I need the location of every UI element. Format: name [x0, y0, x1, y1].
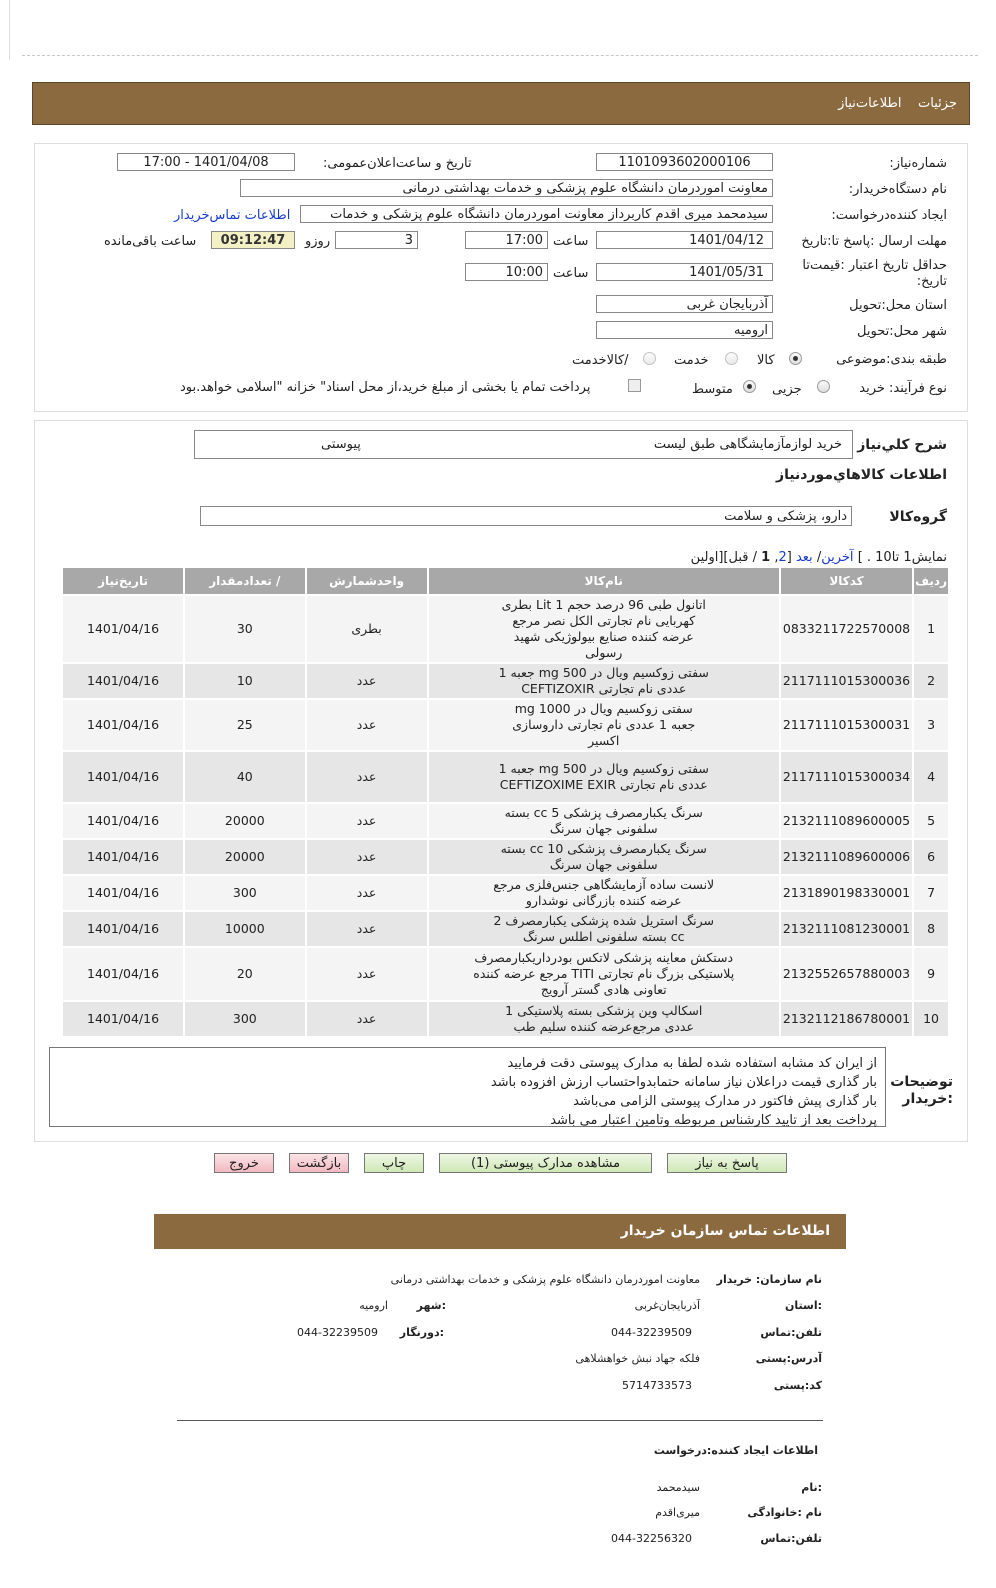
org-phone-value: 044-32239509 — [611, 1326, 692, 1339]
org-name-value: معاونت اموردرمان دانشگاه علوم پزشکی و خدمات بهداشتی درمانی — [390, 1273, 700, 1286]
cell-code: 2132111089600005 — [781, 804, 912, 838]
cell-row: 5 — [914, 804, 948, 838]
cell-name: سفتی زوکسیم ویال در 500 mg جعبه 1 عددی نام تجارتی CEFTIZOXIR — [429, 664, 779, 698]
cell-unit: عدد — [307, 1002, 427, 1036]
pager-page-2[interactable]: 2 — [778, 550, 787, 565]
general-description-text: خرید لوازمآزمایشگاهی طبق لیست — [653, 437, 842, 452]
details-header-bar — [32, 82, 970, 125]
cell-row: 4 — [914, 752, 948, 802]
cell-unit: عدد — [307, 664, 427, 698]
creator-field: سیدمحمد میری اقدم کاربرداز معاونت اموردرمان دانشگاه علوم پزشکی و خدمات — [300, 205, 773, 223]
note-line: پرداخت بعد از تایید کارشناس مربوطه وتامین اعتبار می باشد — [550, 1113, 877, 1128]
cell-qty: 40 — [185, 752, 305, 802]
deadline-date-field: 1401/04/12 — [596, 231, 773, 249]
cell-code: 2132552657880003 — [781, 948, 912, 1000]
creator-label: ایجاد کننده‌درخواست: — [831, 208, 947, 223]
process-medium-label: متوسط — [692, 382, 733, 397]
creator-info-title: اطلاعات ایجاد کننده:درخواست — [653, 1444, 818, 1457]
cell-code: 2132111089600006 — [781, 840, 912, 874]
cell-name: دستکش معاینه پزشکی لاتکس بودرداریکبارمصرف پلاستیکی بزرگ نام تجارتی TITI مرجع عرضه کننده تعاونی هادی گستر آرویج — [429, 948, 779, 1000]
creator-first-value: سیدمحمد — [656, 1481, 700, 1494]
org-address-label: آدرس:پستی — [755, 1352, 822, 1365]
category-label: طبقه بندی:موضوعی — [836, 352, 947, 367]
buyer-org-label: نام دستگاه‌خریدار: — [848, 182, 947, 197]
creator-phone-value: 044-32256320 — [611, 1532, 692, 1545]
creator-phone-label: تلفن:تماس — [760, 1532, 822, 1545]
cell-qty: 20 — [185, 948, 305, 1000]
org-postal-label: کد:پستی — [773, 1379, 822, 1392]
category-goods-service-label: /کالاخدمت — [572, 353, 629, 368]
cell-name: سفتی زوکسیم ویال در 500 mg جعبه 1 عددی نام تجارتی CEFTIZOXIME EXIR — [429, 752, 779, 802]
deadline-time-field: 17:00 — [465, 231, 548, 249]
cell-date: 1401/04/16 — [63, 1002, 183, 1036]
validity-label-line2: تاریخ: — [916, 274, 947, 289]
goods-group-label: گروه‌کالا — [889, 509, 947, 525]
goods-group-field: دارو، پزشکی و سلامت — [200, 506, 852, 526]
buyer-notes-box — [49, 1047, 886, 1127]
note-line: از ایران کد مشابه استفاده شده لطفا به مدارک پیوستی دقت فرمایید — [507, 1056, 877, 1071]
goods-info-title: اطلاعات کالاهاي‌موردنیاز — [776, 467, 947, 483]
creator-first-label: :نام — [801, 1481, 822, 1494]
treasury-payment-checkbox[interactable] — [628, 379, 641, 392]
announce-date-field: 1401/04/08 - 17:00 — [117, 153, 295, 171]
cell-qty: 300 — [185, 1002, 305, 1036]
cell-date: 1401/04/16 — [63, 876, 183, 910]
cell-row: 1 — [914, 596, 948, 662]
creator-last-value: میری‌اقدم — [655, 1506, 700, 1519]
cell-name: سرنگ یکبارمصرف پزشکی 5 cc بسته سلفونی جهان سرنگ — [429, 804, 779, 838]
org-contact-title: اطلاعات تماس سازمان‌ خریدار — [620, 1223, 830, 1239]
buyer-org-field: معاونت اموردرمان دانشگاه علوم پزشکی و خدمات بهداشتی درمانی — [240, 179, 773, 197]
cell-code: 2117111015300036 — [781, 664, 912, 698]
cell-date: 1401/04/16 — [63, 912, 183, 946]
cell-name: اسکالپ وین پزشکی بسته پلاستیکی 1 عددی مرجع‌عرضه کننده سلیم طب — [429, 1002, 779, 1036]
goods-table — [61, 566, 950, 1038]
validity-label-line1: حداقل تاریخ اعتبار :قیمت‌تا — [802, 258, 947, 273]
province-label: استان محل:تحویل — [849, 298, 947, 313]
remaining-time-label: ساعت باقی‌مانده — [104, 234, 197, 249]
cell-name: لانست ساده آزمایشگاهی جنس‌فلزی مرجع عرضه کننده بازرگانی نوشدارو — [429, 876, 779, 910]
city-label: شهر محل:تحویل — [857, 324, 947, 339]
process-medium-radio[interactable] — [743, 380, 756, 393]
pager-page-1: 1 — [761, 550, 771, 565]
cell-date: 1401/04/16 — [63, 804, 183, 838]
process-minor-radio[interactable] — [817, 380, 830, 393]
days-field: 3 — [335, 231, 418, 249]
back-button[interactable]: بازگشت — [289, 1153, 349, 1173]
cell-unit: عدد — [307, 804, 427, 838]
table-row — [63, 948, 948, 1000]
org-province-value: آذربایجان‌غربی — [634, 1299, 700, 1312]
pager-sep: / — [816, 550, 822, 565]
remaining-time-display: 09:12:47 — [211, 231, 295, 249]
cell-code: 2117111015300031 — [781, 700, 912, 750]
breadcrumb — [838, 96, 957, 111]
cell-unit: بطری — [307, 596, 427, 662]
category-service-radio[interactable] — [725, 352, 738, 365]
cell-date: 1401/04/16 — [63, 596, 183, 662]
org-postal-value: 5714733573 — [622, 1379, 692, 1392]
validity-date-field: 1401/05/31 — [596, 263, 773, 281]
section-divider — [177, 1420, 823, 1421]
need-number-field: 1101093602000106 — [596, 153, 773, 171]
cell-code: 2132111081230001 — [781, 912, 912, 946]
org-province-label: :استان — [785, 1299, 822, 1312]
table-row — [63, 876, 948, 910]
cell-unit: عدد — [307, 752, 427, 802]
col-date-header: تاریخ‌نیاز — [63, 568, 183, 594]
process-label: نوع فرآیند: خرید — [859, 381, 947, 396]
category-goods-label: کالا — [757, 353, 775, 368]
cell-name: سرنگ یکبارمصرف پزشکی 10 cc بسته سلفونی جهان سرنگ — [429, 840, 779, 874]
need-number-label: شماره‌نیاز: — [889, 156, 947, 171]
table-row — [63, 752, 948, 802]
cell-row: 2 — [914, 664, 948, 698]
cell-row: 6 — [914, 840, 948, 874]
table-row — [63, 664, 948, 698]
cell-unit: عدد — [307, 948, 427, 1000]
cell-code: 2131890198330001 — [781, 876, 912, 910]
cell-code: 2117111015300034 — [781, 752, 912, 802]
cell-row: 9 — [914, 948, 948, 1000]
org-city-label: :شهر — [416, 1299, 446, 1312]
pager-last-link[interactable]: آخرین — [821, 550, 854, 565]
cell-qty: 25 — [185, 700, 305, 750]
org-fax-label: :دورنگار — [399, 1326, 444, 1339]
pager-comma: , — [774, 550, 779, 565]
col-unit-header: واحدشمارش — [307, 568, 427, 594]
general-description-field — [194, 430, 853, 459]
col-code-header: کدکالا — [781, 568, 912, 594]
org-contact-header — [154, 1214, 846, 1249]
cell-qty: 10 — [185, 664, 305, 698]
table-row — [63, 804, 948, 838]
goods-table-header — [63, 568, 948, 594]
org-phone-label: تلفن:تماس — [760, 1326, 822, 1339]
table-row — [63, 912, 948, 946]
table-row — [63, 840, 948, 874]
breadcrumb-need-info[interactable]: اطلاعات‌نیاز — [838, 96, 902, 111]
category-goods-service-radio[interactable] — [643, 352, 656, 365]
category-goods-radio[interactable] — [789, 352, 802, 365]
process-minor-label: جزیی — [772, 382, 802, 397]
view-attachments-button[interactable]: مشاهده مدارک پیوستی (1) — [439, 1153, 652, 1173]
note-line: بار گذاری قیمت دراعلان نیاز سامانه حتمابدواحتساب ارزش افزوده باشد — [490, 1075, 877, 1090]
validity-time-field: 10:00 — [465, 263, 548, 281]
cell-qty: 20000 — [185, 840, 305, 874]
cell-qty: 300 — [185, 876, 305, 910]
cell-row: 7 — [914, 876, 948, 910]
cell-row: 8 — [914, 912, 948, 946]
city-field: ارومیه — [596, 321, 773, 339]
col-qty-header: / تعدادمقدار — [185, 568, 305, 594]
cell-qty: 20000 — [185, 804, 305, 838]
table-row — [63, 700, 948, 750]
validity-time-label: ساعت — [553, 266, 589, 281]
cell-name: اتانول طبی 96 درصد حجم 1 Lit بطری کهربایی نام تجارتی الکل نصر مرجع عرضه کننده صنایع بیولوژیکی شهید رسولی — [429, 596, 779, 662]
reply-button[interactable]: پاسخ به نیاز — [667, 1153, 787, 1173]
announce-date-label: تاریخ و ساعت‌اعلان‌عمومی: — [323, 156, 472, 171]
org-address-value: فلکه جهاد نبش خواهشلاهی — [575, 1352, 700, 1365]
table-row — [63, 596, 948, 662]
cell-date: 1401/04/16 — [63, 700, 183, 750]
breadcrumb-details[interactable]: جزئیات — [918, 96, 957, 111]
cell-name: سرنگ استریل شده پزشکی یکبارمصرف 2 cc بسته سلفونی اطلس سرنگ — [429, 912, 779, 946]
exit-button[interactable]: خروج — [214, 1153, 274, 1173]
pager-open-bracket: [ — [786, 550, 792, 565]
org-city-value: ارومیه — [359, 1299, 388, 1312]
cell-unit: عدد — [307, 876, 427, 910]
col-row-header: ردیف — [914, 568, 948, 594]
cell-date: 1401/04/16 — [63, 752, 183, 802]
cell-row: 3 — [914, 700, 948, 750]
deadline-time-label: ساعت — [553, 234, 589, 249]
cell-row: 10 — [914, 1002, 948, 1036]
col-name-header: نام‌کالا — [429, 568, 779, 594]
cell-date: 1401/04/16 — [63, 948, 183, 1000]
print-button[interactable]: چاپ — [364, 1153, 424, 1173]
general-description-label: شرح کلي‌نیاز — [857, 437, 947, 453]
table-row — [63, 1002, 948, 1036]
deadline-label: مهلت ارسال :پاسخ تا:تاریخ — [801, 234, 947, 249]
org-name-label: نام سازمان: خریدار — [716, 1273, 822, 1286]
category-service-label: خدمت — [674, 353, 709, 368]
cell-unit: عدد — [307, 912, 427, 946]
treasury-payment-label: پرداخت تمام یا بخشی از مبلغ خرید،از محل اسناد" خزانه "اسلامی خواهد.بود — [180, 380, 591, 395]
org-fax-value: 044-32239509 — [297, 1326, 378, 1339]
pager-next-link[interactable]: بعد — [795, 550, 813, 565]
buyer-notes-label-2: :خریدار — [902, 1091, 953, 1107]
cell-date: 1401/04/16 — [63, 664, 183, 698]
days-label: روزو — [305, 234, 331, 249]
cell-name: سفتی زوکسیم ویال در 1000 mg جعبه 1 عددی نام تجارتی داروسازی اکسیر — [429, 700, 779, 750]
cell-qty: 30 — [185, 596, 305, 662]
note-line: بار گذاری پیش فاکتور در مدارک پیوستی الزامی می‌باشد — [573, 1094, 877, 1109]
pager-range: نمایش1 تا10 . ] — [857, 550, 947, 565]
province-field: آذربایجان غربی — [596, 295, 773, 313]
creator-last-label: نام :خانوادگی — [747, 1506, 822, 1519]
cell-unit: عدد — [307, 700, 427, 750]
cell-unit: عدد — [307, 840, 427, 874]
cell-code: 2132112186780001 — [781, 1002, 912, 1036]
pagination — [691, 550, 947, 565]
general-description-attach: پیوستی — [321, 437, 361, 452]
cell-date: 1401/04/16 — [63, 840, 183, 874]
cell-code: 0833211722570008 — [781, 596, 912, 662]
pager-rest: / قبل][اولین — [690, 550, 757, 565]
buyer-notes-label-1: توضیحات — [890, 1074, 953, 1090]
cell-qty: 10000 — [185, 912, 305, 946]
buyer-contact-link[interactable]: اطلاعات تماس‌خریدار — [174, 208, 291, 223]
